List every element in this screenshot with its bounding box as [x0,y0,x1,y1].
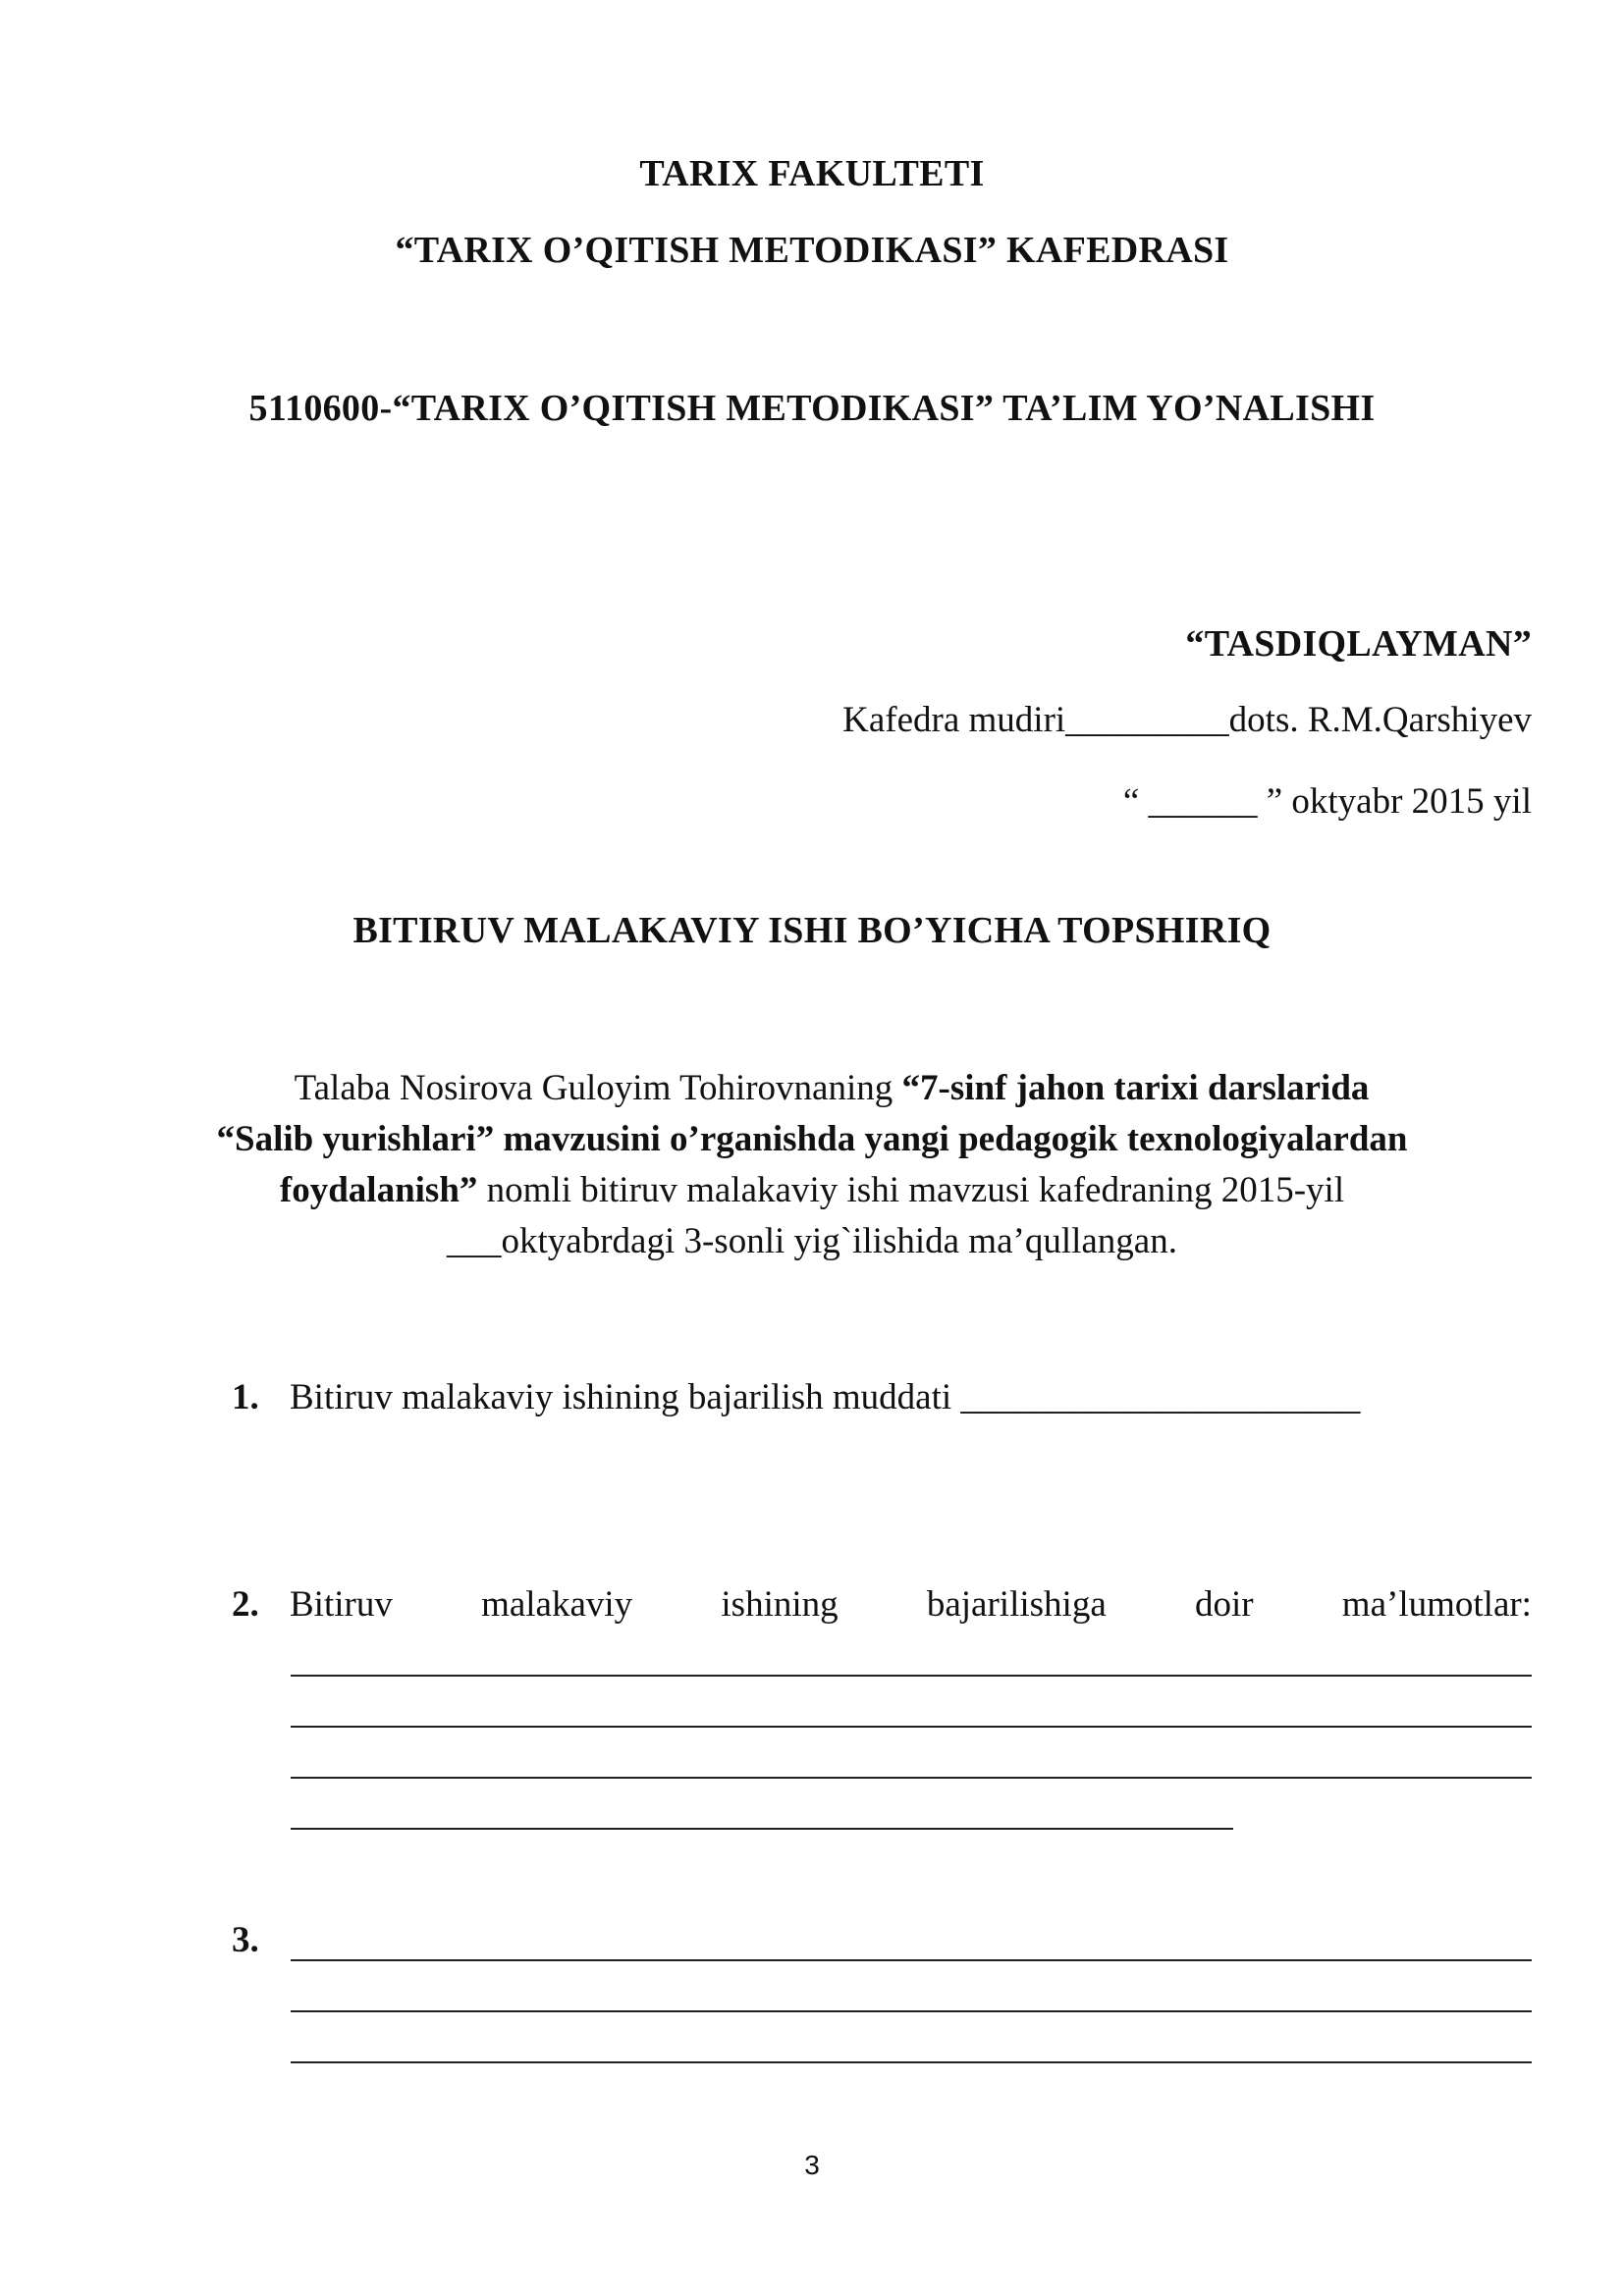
paragraph-line-4: ___oktyabrdagi 3-sonli yig`ilishida ma’qullangan. [447,1221,1177,1261]
topic-line-2: “Salib yurishlari” mavzusini o’rganishda yangi pedagogik texnologiyalardan [216,1119,1408,1159]
page-number: 3 [804,2150,820,2180]
signature-blank: _________ [1065,700,1229,740]
item-2-word: bajarilishiga [926,1584,1107,1625]
item-2-word: Bitiruv [290,1584,393,1625]
direction-title: 5110600-“TARIX O’QITISH METODIKASI” TA’LIM YO’NALISHI [248,388,1376,429]
blank-line [291,1675,1532,1677]
item-2-word: malakaviy [481,1584,633,1625]
paragraph-suffix: nomli bitiruv malakaviy ishi mavzusi kafedraning 2015-yil [477,1170,1345,1210]
approval-date: “ ______ ” oktyabr 2015 yil [1122,781,1532,822]
blank-line [291,1777,1532,1779]
topic-line-1: “7-sinf jahon tarixi darslarida [901,1068,1370,1108]
item-1-number: 1. [232,1377,259,1417]
faculty-title: TARIX FAKULTETI [639,153,985,194]
task-paragraph [0,1063,1624,1267]
item-2-word: doir [1194,1584,1254,1625]
head-name: dots. R.M.Qarshiyev [1228,700,1532,740]
item-2-number: 2. [232,1584,259,1625]
department-head-line [842,699,1532,741]
item-1-text: Bitiruv malakaviy ishining bajarilish muddati ______________________ [290,1377,1361,1417]
blank-line [291,2010,1532,2012]
item-2-text [290,1583,1532,1626]
blank-line [291,1959,1532,1961]
item-3-number: 3. [232,1920,259,1960]
item-2-word: ishining [721,1584,839,1625]
blank-line [291,1828,1233,1830]
head-label: Kafedra mudiri [842,700,1066,740]
approval-title: “TASDIQLAYMAN” [1185,623,1532,665]
task-title: BITIRUV MALAKAVIY ISHI BO’YICHA TOPSHIRIQ [352,910,1272,951]
item-2-word: ma’lumotlar: [1341,1584,1532,1625]
topic-line-3: foydalanish” [279,1170,478,1210]
paragraph-prefix: Talaba Nosirova Guloyim Tohirovnaning [294,1068,902,1108]
department-title: “TARIX O’QITISH METODIKASI” KAFEDRASI [395,230,1229,271]
blank-line [291,2061,1532,2063]
blank-line [291,1726,1532,1728]
